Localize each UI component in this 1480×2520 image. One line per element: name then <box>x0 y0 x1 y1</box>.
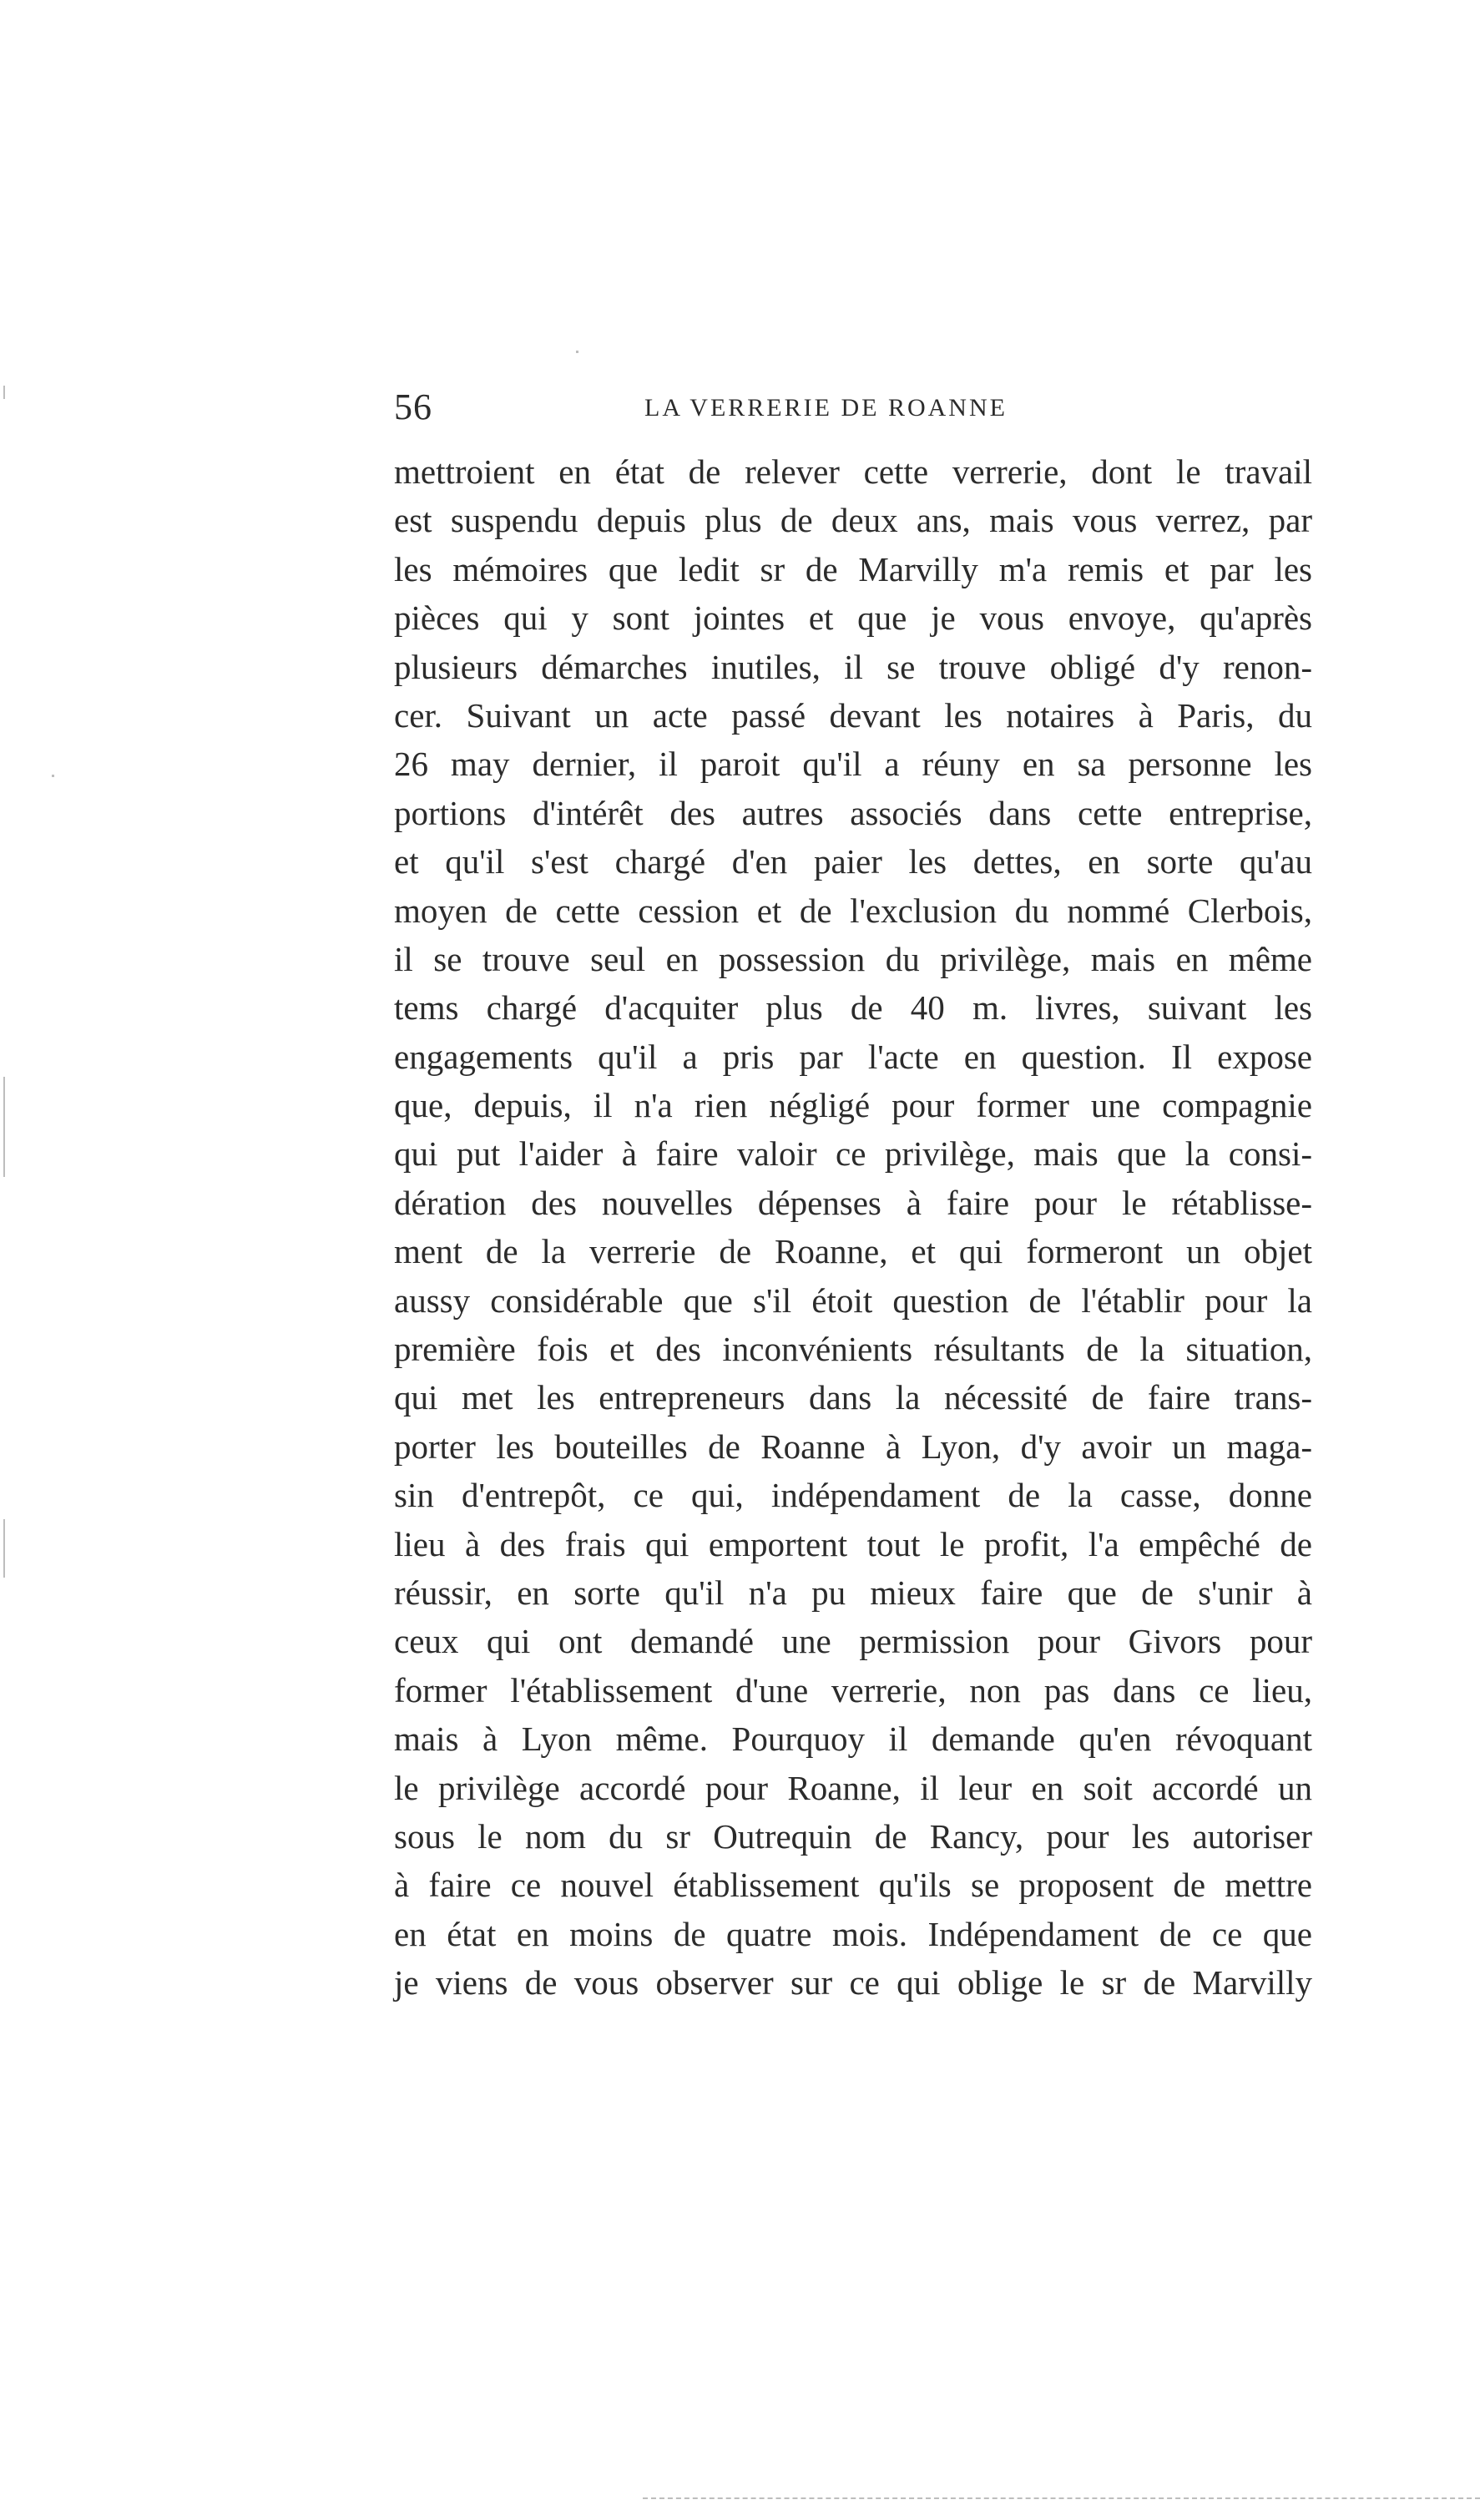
margin-speck <box>3 1519 5 1578</box>
text-line: dération des nouvelles dépenses à faire pour le rétablisse- <box>394 1183 1312 1222</box>
text-line: qui met les entrepreneurs dans la nécessité de faire trans- <box>394 1378 1312 1417</box>
margin-speck <box>576 351 578 353</box>
margin-speck <box>52 775 54 777</box>
text-line: il se trouve seul en possession du privilège, mais en même <box>394 939 1312 978</box>
text-line: en état en moins de quatre mois. Indépendament de ce que <box>394 1914 1312 1953</box>
text-line: qui put l'aider à faire valoir ce privilège, mais que la consi- <box>394 1134 1312 1174</box>
text-line: est suspendu depuis plus de deux ans, mais vous verrez, par <box>394 501 1312 540</box>
text-line: les mémoires que ledit sr de Marvilly m'a remis et par les <box>394 549 1312 588</box>
text-line: ceux qui ont demandé une permission pour Givors pour <box>394 1622 1312 1661</box>
margin-speck <box>3 386 5 399</box>
text-line: ment de la verrerie de Roanne, et qui formeront un objet <box>394 1232 1312 1271</box>
text-line: 26 may dernier, il paroit qu'il a réuny en sa personne les <box>394 745 1312 784</box>
page-header <box>394 382 1312 432</box>
text-line: mettroient en état de relever cette verrerie, dont le travail <box>394 452 1312 491</box>
text-line: portions d'intérêt des autres associés dans cette entreprise, <box>394 793 1312 832</box>
text-line: tems chargé d'acquiter plus de 40 m. livres, suivant les <box>394 988 1312 1028</box>
text-line: plusieurs démarches inutiles, il se trouve obligé d'y renon- <box>394 647 1312 686</box>
text-line: et qu'il s'est chargé d'en paier les dettes, en sorte qu'au <box>394 842 1312 881</box>
margin-speck <box>3 1077 5 1177</box>
text-line: le privilège accordé pour Roanne, il leur en soit accordé un <box>394 1768 1312 1807</box>
text-line: réussir, en sorte qu'il n'a pu mieux faire que de s'unir à <box>394 1573 1312 1612</box>
text-line: porter les bouteilles de Roanne à Lyon, d'y avoir un maga- <box>394 1427 1312 1466</box>
text-line: première fois et des inconvénients résultants de la situation, <box>394 1330 1312 1369</box>
text-line: moyen de cette cession et de l'exclusion du nommé Clerbois, <box>394 891 1312 930</box>
page-number: 56 <box>394 386 432 427</box>
text-line: cer. Suivant un acte passé devant les notaires à Paris, du <box>394 695 1312 735</box>
text-line: pièces qui y sont jointes et que je vous envoye, qu'après <box>394 598 1312 638</box>
text-line: lieu à des frais qui emportent tout le profit, l'a empêché de <box>394 1524 1312 1563</box>
running-title: LA VERRERIE DE ROANNE <box>644 394 1008 422</box>
bottom-edge-rule <box>643 2497 1480 2499</box>
text-line: sin d'entrepôt, ce qui, indépendament de la casse, donne <box>394 1476 1312 1515</box>
text-line: à faire ce nouvel établissement qu'ils se proposent de mettre <box>394 1866 1312 1905</box>
text-line: aussy considérable que s'il étoit question de l'établir pour la <box>394 1280 1312 1320</box>
text-line: former l'établissement d'une verrerie, non pas dans ce lieu, <box>394 1670 1312 1709</box>
text-line: mais à Lyon même. Pourquoy il demande qu'en révoquant <box>394 1720 1312 1759</box>
text-line: que, depuis, il n'a rien négligé pour former une compagnie <box>394 1086 1312 1125</box>
body-text <box>394 447 1312 2007</box>
text-line: sous le nom du sr Outrequin de Rancy, pour les autoriser <box>394 1816 1312 1856</box>
text-line: engagements qu'il a pris par l'acte en question. Il expose <box>394 1037 1312 1076</box>
text-line: je viens de vous observer sur ce qui oblige le sr de Marvilly <box>394 1963 1312 2002</box>
